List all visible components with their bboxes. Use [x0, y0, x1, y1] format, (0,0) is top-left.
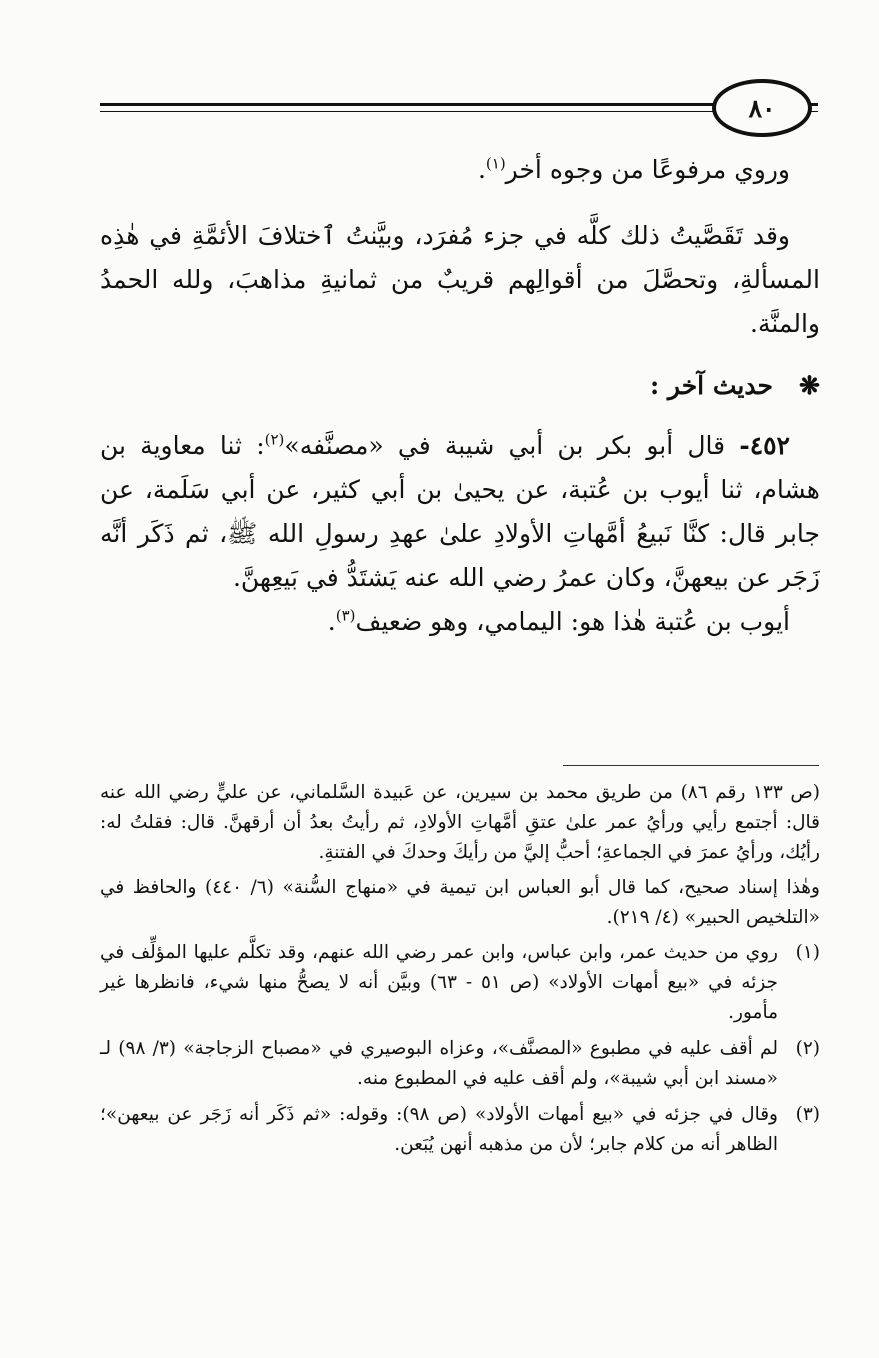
- page-header: [0, 0, 879, 150]
- page-number-oval: [712, 79, 812, 137]
- hadith-text-a: قال أبو بكر بن أبي شيبة في «مصنَّفه»: [284, 431, 726, 460]
- footnote-2-number: (٢): [795, 1038, 820, 1059]
- paragraph-1-end: .: [477, 155, 486, 184]
- footnote-ref-1: (١): [485, 154, 506, 173]
- footnote-1-text: روي من حديث عمر، وابن عباس، وابن عمر رضي الله عنهم، وقد تكلَّم عليها المؤلِّف في جزئه في «بيع أمهات الأولاد» (ص ٥١ - ٦٣) وبيَّن أنه لا يصحُّ منها شيء، فانظرها غير مأمور.: [100, 942, 778, 1023]
- header-rule-thick: [100, 103, 818, 106]
- paragraph-1-text: وروي مرفوعًا من وجوه أخر: [505, 155, 790, 184]
- footnote-1-number: (١): [795, 942, 820, 963]
- footnote-continuation-1: (ص ١٣٣ رقم ٨٦) من طريق محمد بن سيرين، عن عَبيدة السَّلماني، عن عليٍّ رضي الله عنه قال: أجتمع رأيي ورأيُ عمر علىٰ عتقِ أمَّهاتِ الأولادِ، ثم رأيتُ بعدُ أن أرقهنَّ. قال: فقلتُ له: رأيُك، ورأيُ عمرَ في الجماعةِ؛ أحبُّ إليَّ من رأيكَ وحدكَ في الفتنةِ.: [100, 782, 821, 863]
- paragraph-1: [100, 148, 820, 192]
- paragraph-4-text: أيوب بن عُتبة هٰذا هو: اليمامي، وهو ضعيف: [355, 607, 790, 636]
- hadith-text-b: : ثنا معاوية بن هشام، ثنا أيوب بن عُتبة، عن يحيىٰ بن أبي كثير، عن أبي سَلَمة، عن جابر قال: كنَّا نَبيعُ أمَّهاتِ الأولادِ علىٰ عهدِ رسولِ الله ﷺ، ثم ذَكَر أنَّه زَجَر عن بيعهنَّ، وكان عمرُ رضي الله عنه يَشتَدُّ في بَيعِهنَّ.: [100, 431, 820, 592]
- footnote-2-text: لم أقف عليه في مطبوع «المصنَّف»، وعزاه البوصيري في «مصباح الزجاجة» (٣/ ٩٨) لـ «مسند ابن أبي شيبة»، ولم أقف عليه في المطبوع منه.: [100, 1038, 778, 1089]
- section-heading: [100, 364, 820, 408]
- footnote-ref-3: (٣): [335, 606, 356, 625]
- star-ornament-icon: ❋: [799, 371, 820, 400]
- section-heading-text: حديث آخر :: [650, 371, 773, 400]
- footnotes: [100, 778, 820, 1166]
- hadith-number: ٤٥٢-: [739, 431, 790, 460]
- footnote-separator: [563, 765, 819, 766]
- footnote-ref-2: (٢): [264, 430, 285, 449]
- hadith-paragraph: [100, 424, 820, 600]
- page-number: ٨٠: [748, 93, 776, 123]
- paragraph-2: وقد تَقَصَّيتُ ذلك كلَّه في جزء مُفرَد، وبيَّنتُ ٱختلافَ الأئمَّةِ في هٰذِه المسألةِ، وتحصَّلَ من أقوالِهم قريبٌ من ثمانيةِ مذاهبَ، ولله الحمدُ والمنَّة.: [100, 221, 820, 338]
- footnote-3-number: (٣): [795, 1104, 820, 1125]
- footnote-2: [100, 1034, 820, 1094]
- header-rule-thin: [100, 111, 818, 112]
- paragraph-4-end: .: [327, 607, 336, 636]
- footnote-3: [100, 1100, 820, 1160]
- footnote-1: [100, 938, 820, 1028]
- main-text: [100, 148, 820, 658]
- paragraph-4: [100, 600, 820, 644]
- footnote-continuation-2: وهٰذا إسناد صحيح، كما قال أبو العباس ابن تيمية في «منهاج السُّنة» (٦/ ٤٤٠) والحافظ في «التلخيص الحبير» (٤/ ٢١٩).: [100, 877, 820, 928]
- footnote-3-text: وقال في جزئه في «بيع أمهات الأولاد» (ص ٩٨): وقوله: «ثم ذَكَر أنه زَجَر عن بيعهن»؛ الظاهر أنه من كلام جابر؛ لأن من مذهبه أنهن يُبَعن.: [100, 1104, 778, 1155]
